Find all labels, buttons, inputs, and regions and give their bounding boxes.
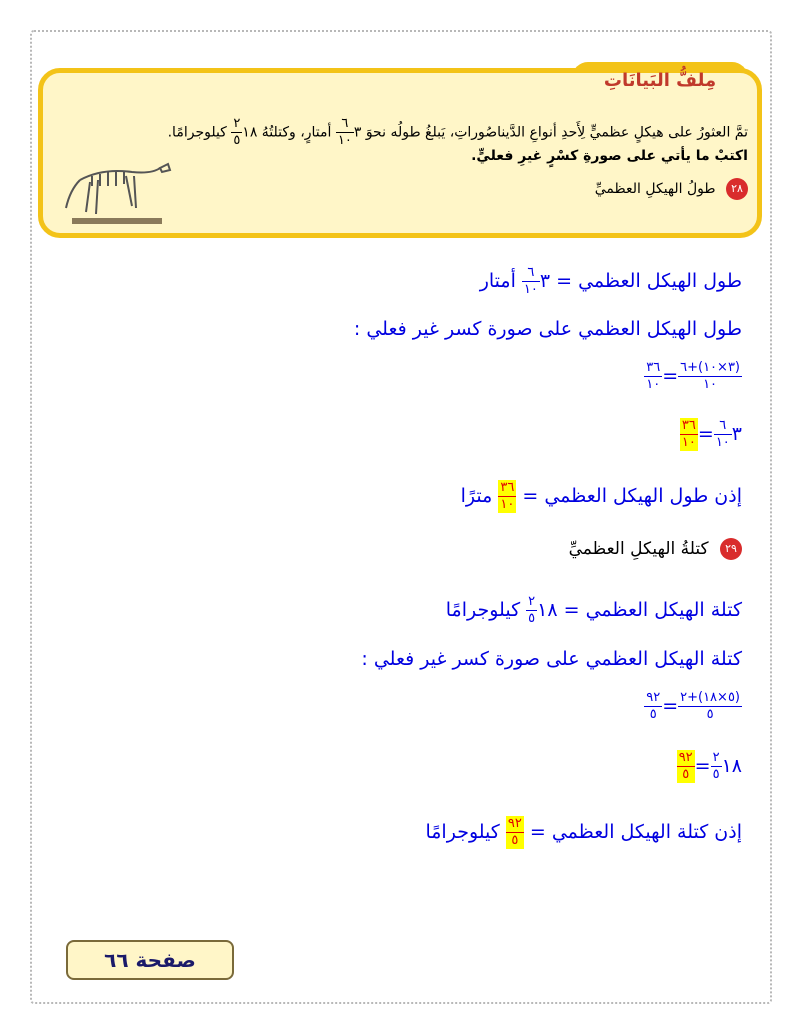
statement-part-a: تمَّ العثورُ على هيكلٍ عظميٍّ لِأَحدِ أنواعِ الدَّيناصُوراتِ، يَبلغُ طولُه نحوَ [365, 124, 748, 141]
q28-line1-whole: ٣ [539, 270, 551, 292]
problem-statement [48, 116, 748, 149]
q28-line1-text: طول الهيكل العظمي = [556, 270, 742, 292]
data-file-title: مِلفُّ البَيانَاتِ [603, 70, 717, 91]
q29-line1-unit: كيلوجرامًا [445, 599, 521, 621]
q29-eq1-rhs: $\frac{٩٢}{٥}$ [646, 690, 661, 722]
q29-result-text: إذن كتلة الهيكل العظمي = [529, 821, 742, 843]
q29-line2: كتلة الهيكل العظمي على صورة كسر غير فعلي : [361, 648, 742, 670]
item-28-text: طولُ الهيكلِ العظميِّ [594, 181, 716, 197]
q29-result [425, 816, 742, 849]
q29-result-unit: كيلوجرامًا [425, 821, 500, 843]
q29-line1 [446, 594, 742, 627]
q28-eq1: $\frac{(٣\times ١٠)+٦}{١٠}$ = $\frac{٣٦}{١٠}$ [646, 360, 740, 392]
q29-line1-fraction: $\frac{٢}{٥}$ [528, 594, 536, 626]
dinosaur-skeleton-image [62, 150, 172, 230]
item-29-badge: ٢٩ [720, 538, 742, 560]
q29-result-fraction: $\frac{٩٢}{٥}$ [507, 816, 522, 848]
statement-part-mid: أمتارٍ، وكتلتُهُ [261, 124, 332, 141]
q29-line1-whole: ١٨ [537, 599, 558, 621]
q29-eq2-rhs-highlighted: $\frac{٩٢}{٥}$ [678, 750, 693, 782]
q28-eq2-lhs: $\frac{٦}{١٠}$ [715, 418, 730, 450]
length-fraction: $\frac{٦}{١٠}$ [337, 116, 352, 148]
instruction: اكتبْ ما يأتي على صورةِ كسْرٍ غيرِ فعليٍّ. [471, 148, 748, 164]
page-number-label: صفحة ٦٦ [66, 940, 234, 980]
item-28-badge: ٢٨ [726, 178, 748, 200]
q28-result-text: إذن طول الهيكل العظمي = [522, 485, 742, 507]
q29-eq1-lhs: $\frac{(٥\times ١٨)+٢}{٥}$ [680, 690, 740, 722]
q28-result-unit: مترًا [460, 485, 493, 507]
q28-result-fraction: $\frac{٣٦}{١٠}$ [500, 480, 515, 512]
length-whole: ٣ [353, 124, 362, 141]
item-29-text: كتلةُ الهيكلِ العظميِّ [568, 539, 709, 559]
q28-eq1-lhs: $\frac{(٣\times ١٠)+٦}{١٠}$ [680, 360, 740, 392]
q28-eq2-rhs-highlighted: $\frac{٣٦}{١٠}$ [681, 418, 696, 450]
q28-eq2: ٣ $\frac{٦}{١٠}$ = $\frac{٣٦}{١٠}$ [681, 418, 742, 450]
q28-line1-fraction: $\frac{٦}{١٠}$ [523, 265, 538, 297]
q28-line2: طول الهيكل العظمي على صورة كسر غير فعلي : [353, 318, 742, 340]
q29-line1-text: كتلة الهيكل العظمي = [563, 599, 742, 621]
mass-fraction: $\frac{٢}{٥}$ [233, 116, 241, 148]
q28-line1-unit: أمتار [479, 270, 516, 292]
q29-eq2-lhs: $\frac{٢}{٥}$ [712, 750, 720, 782]
mass-whole: ١٨ [242, 124, 258, 141]
item-28 [595, 178, 748, 200]
q28-eq1-rhs: $\frac{٣٦}{١٠}$ [646, 360, 661, 392]
q28-line1 [480, 265, 742, 298]
q28-result [461, 480, 742, 513]
q29-eq2: ١٨ $\frac{٢}{٥}$ = $\frac{٩٢}{٥}$ [678, 750, 742, 782]
statement-part-end: كيلوجرامًا. [167, 124, 227, 141]
item-29 [569, 538, 742, 560]
q29-eq1: $\frac{(٥\times ١٨)+٢}{٥}$ = $\frac{٩٢}{٥}$ [646, 690, 740, 722]
